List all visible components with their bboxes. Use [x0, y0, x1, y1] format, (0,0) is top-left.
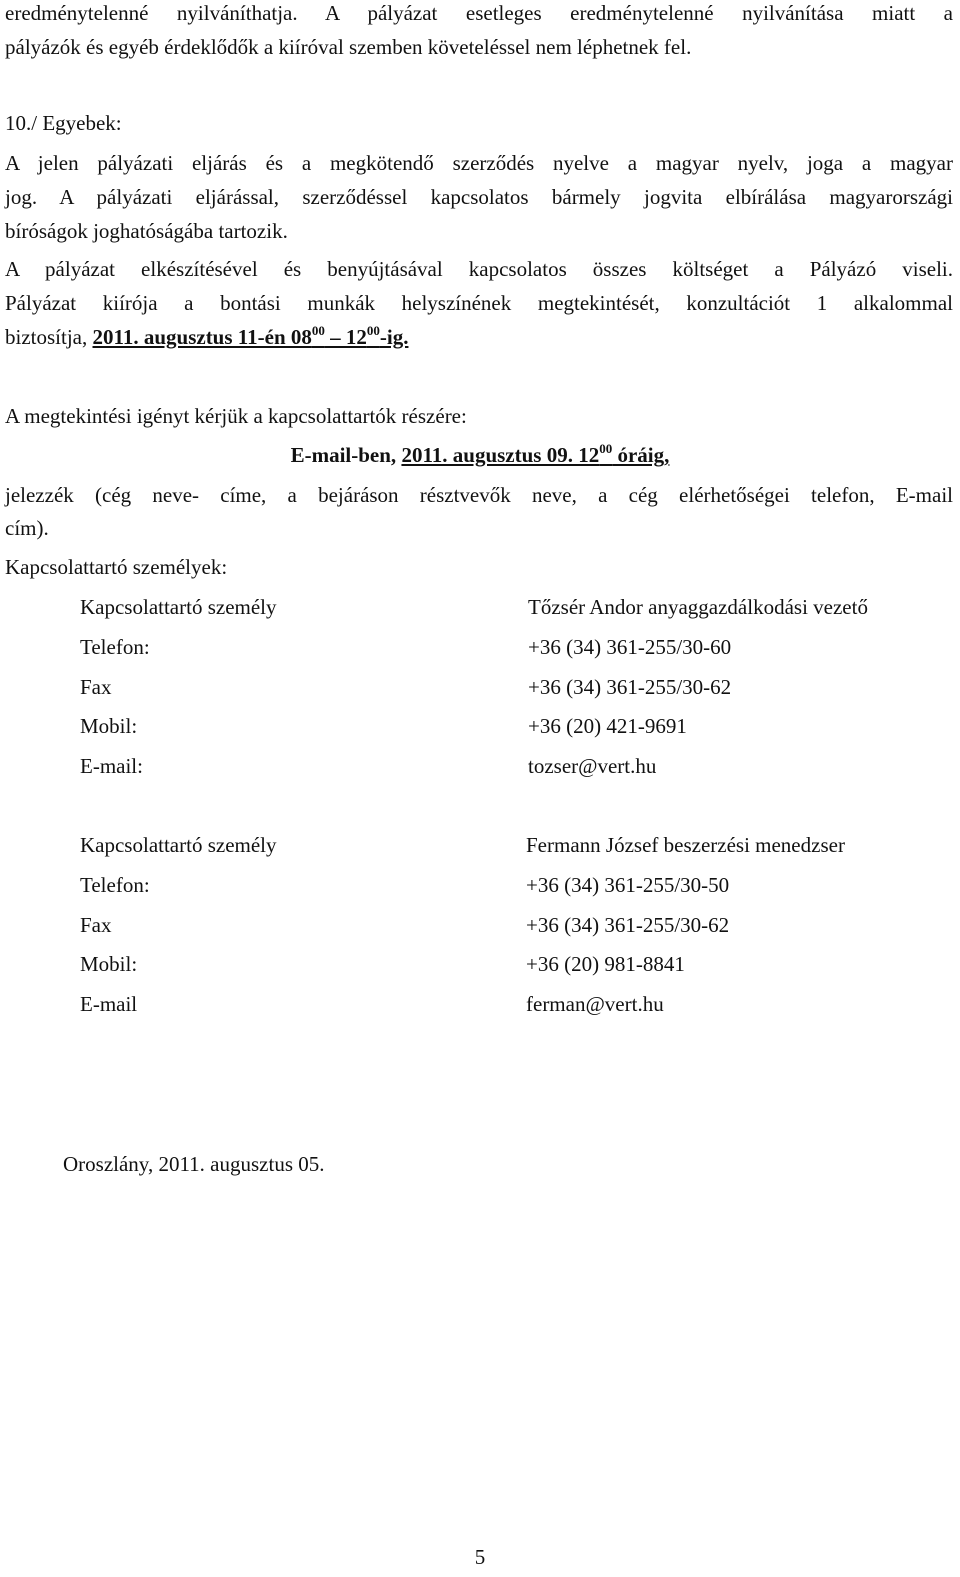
paragraph-line: jog. A pályázati eljárással, szerződéssel kapcsolatos bármely jogvita elbírálása magyarországi	[5, 185, 953, 209]
contact-value: +36 (34) 361-255/30-62	[528, 675, 732, 699]
paragraph-line: pályázók és egyéb érdeklődők a kiíróval szemben követeléssel nem léphetnek fel.	[5, 35, 692, 59]
deadline-text: E-mail-ben,	[290, 443, 402, 467]
contact-value: +36 (20) 421-9691	[528, 714, 687, 738]
paragraph-line: Pályázat kiírója a bontási munkák helyszínének megtekintését, konzultációt 1 alkalommal	[5, 291, 953, 315]
contact-value: Tőzsér Andor anyaggazdálkodási vezető	[528, 595, 868, 619]
deadline-date	[401, 443, 669, 467]
visit-date	[93, 325, 409, 349]
contact-email-link[interactable]: ferman@vert.hu	[526, 992, 664, 1016]
paragraph-line: eredménytelenné nyilváníthatja. A pályázat esetleges eredménytelenné nyilvánítása miatt a	[5, 1, 953, 25]
contact-label: E-mail:	[80, 754, 143, 778]
superscript: 00	[599, 441, 613, 456]
visit-date-text: – 12	[324, 325, 367, 349]
contact-label: Fax	[80, 913, 112, 937]
contact-value: +36 (34) 361-255/30-60	[528, 635, 732, 659]
contact-value: +36 (34) 361-255/30-50	[526, 873, 730, 897]
request-intro: A megtekintési igényt kérjük a kapcsolattartók részére:	[5, 404, 467, 428]
paragraph-line: cím).	[5, 516, 49, 540]
paragraph-line: A pályázat elkészítésével és benyújtásával kapcsolatos összes költséget a Pályázó viseli.	[5, 257, 953, 281]
superscript: 00	[311, 323, 325, 338]
section-heading: 10./ Egyebek:	[5, 111, 122, 135]
contact-label: Fax	[80, 675, 112, 699]
paragraph-line: bíróságok joghatóságába tartozik.	[5, 219, 288, 243]
deadline-date-text: óráig,	[612, 443, 670, 467]
deadline-date-text: 2011. augusztus 09. 12	[401, 443, 600, 467]
deadline-line	[0, 442, 960, 468]
contact-value: Fermann József beszerzési menedzser	[526, 833, 845, 857]
contacts-title: Kapcsolattartó személyek:	[5, 555, 228, 579]
contact-email-link[interactable]: tozser@vert.hu	[528, 754, 657, 778]
contact-label: Kapcsolattartó személy	[80, 833, 277, 857]
contact-label: Telefon:	[80, 635, 150, 659]
contact-value: +36 (20) 981-8841	[526, 952, 685, 976]
contact-label: Mobil:	[80, 714, 138, 738]
contact-label: E-mail	[80, 992, 138, 1016]
paragraph-line	[5, 324, 953, 350]
page-number: 5	[474, 1545, 486, 1569]
paragraph-line: jelezzék (cég neve- címe, a bejáráson résztvevők neve, a cég elérhetőségei telefon, E-mail	[5, 483, 953, 507]
contact-value: +36 (34) 361-255/30-62	[526, 913, 730, 937]
visit-date-text: -ig.	[379, 325, 409, 349]
text-span: biztosítja,	[5, 325, 93, 349]
contact-label: Mobil:	[80, 952, 138, 976]
contact-label: Kapcsolattartó személy	[80, 595, 277, 619]
place-date: Oroszlány, 2011. augusztus 05.	[63, 1152, 325, 1176]
superscript: 00	[366, 323, 380, 338]
paragraph-line: A jelen pályázati eljárás és a megkötendő szerződés nyelve a magyar nyelv, joga a magyar	[5, 151, 953, 175]
visit-date-text: 2011. augusztus 11-én 08	[92, 325, 312, 349]
contact-label: Telefon:	[80, 873, 150, 897]
